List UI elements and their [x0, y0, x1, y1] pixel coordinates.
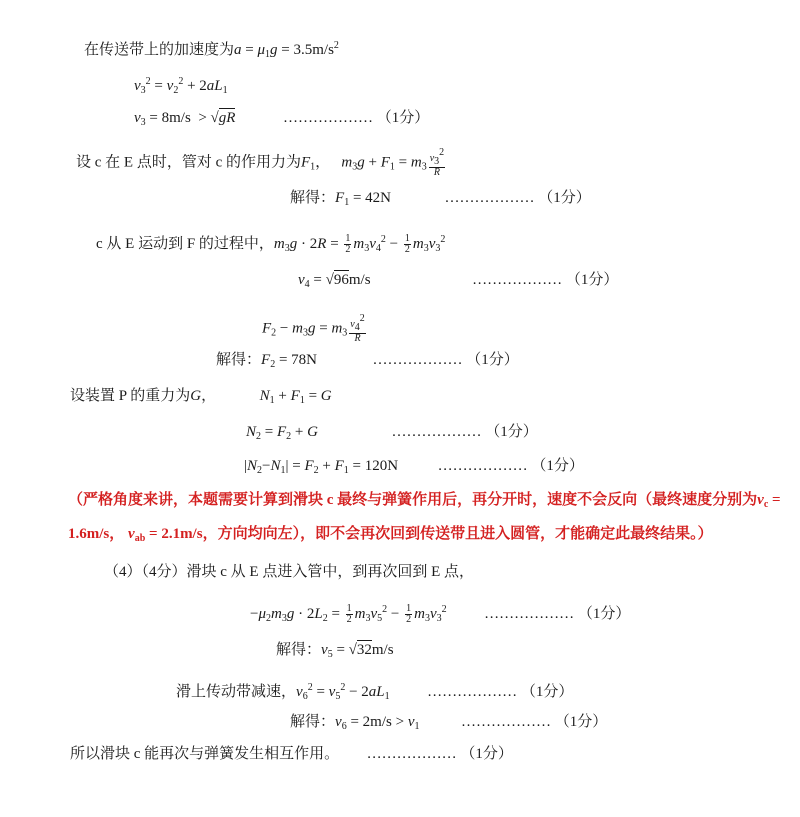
score: （1分） [466, 352, 519, 368]
dots: ……………… [472, 272, 563, 288]
note-line-1: （严格角度来讲，本题需要计算到滑块 c 最终与弹簧作用后，再分开时，速度不会反向（最终速度分别为$v_c$ = [68, 492, 781, 510]
line-gravity-P: 设装置 P 的重力为G， $N_1 + F_1 = G$ [70, 388, 332, 406]
value: 78N [291, 352, 317, 368]
note-line-2: 1.6m/s， $v_{ab} = 2.1m/s$，方向均向左），即不会再次回到传送带且进入圆管，才能确定此最终结果。） [68, 526, 713, 544]
dots: ……………… [427, 684, 518, 700]
score: （1分） [531, 458, 584, 474]
text: （4）（4分）滑块 c 从 E 点进入管中，到再次回到 E 点， [104, 564, 474, 580]
eq-v3-squared: $v_3^2 = v_2^2 + 2aL_1$ [134, 76, 228, 96]
text: 滑上传动带减速， [176, 684, 297, 700]
label: 解得： [276, 642, 322, 658]
score: （1分） [565, 272, 619, 288]
eq-v4: $v_4 = √96m/s$ ……………… （1分） [298, 272, 619, 290]
dots: ……………… [282, 110, 373, 126]
dots: ……………… [460, 714, 551, 730]
label: 解得： [290, 714, 336, 730]
label: 解得： [290, 190, 336, 206]
text: c 从 E 运动到 F 的过程中， [96, 236, 274, 252]
score: （1分） [376, 110, 430, 126]
line-F2-result: 解得：$F_2 = 78N$ ……………… （1分） [216, 352, 519, 370]
score: （1分） [538, 190, 591, 206]
value: 42N [365, 190, 391, 206]
value: 8m/s [161, 110, 191, 126]
text: 设 c 在 E 点时，管对 c 的作用力为 [76, 154, 301, 171]
value: 2m/s [362, 714, 392, 730]
eq-N-difference: $|N_2-N_1| = F_2 + F_1 = 120N$ ……………… （1分） [244, 458, 584, 476]
value: 96 [333, 272, 349, 288]
line-v6-result: 解得：$v_6 = 2m/s > v_1$ ……………… （1分） [290, 714, 608, 732]
value: 120N [364, 458, 399, 474]
line-F1-result: 解得：$F_1 = 42N$ ……………… （1分） [290, 190, 591, 208]
line-part4 [104, 562, 474, 582]
score: （1分） [520, 684, 574, 700]
line-conclusion [70, 744, 513, 764]
eq-v3-value: $v_3 = 8m/s > √gR$ ……………… （1分） [134, 110, 430, 128]
dots: ……………… [391, 424, 482, 440]
line-v5-result: 解得：$v_5 = √32m/s$ [276, 642, 394, 660]
value: 3.5m/s [293, 42, 334, 58]
dots: ……………… [372, 352, 463, 368]
line-belt-decel: 滑上传动带减速，$v_6^2 = v_5^2 - 2aL_1$ ……………… （1分） [176, 682, 574, 702]
unit: m/s [371, 642, 394, 658]
score: （1分） [485, 424, 538, 440]
label: 解得： [216, 352, 262, 368]
dots: ……………… [484, 606, 575, 622]
dots: ……………… [366, 746, 457, 762]
score: （1分） [460, 746, 513, 762]
score: （1分） [577, 606, 631, 622]
text: 设装置 P 的重力为 [70, 388, 191, 404]
dots: ……………… [437, 458, 528, 474]
eq-N2: $N_2 = F_2 + G$ ……………… （1分） [246, 424, 538, 442]
text: 在传送带上的加速度为 [84, 42, 235, 58]
unit: m/s [348, 272, 371, 288]
value: 32 [356, 642, 372, 658]
line-force-E: 设 c 在 E 点时，管对 c 的作用力为$F_1$， $m_3g + F_1 = m_3$ $\frac{v_3^2}{R}$ [76, 147, 445, 178]
score: （1分） [554, 714, 608, 730]
dots: ……………… [444, 190, 535, 206]
eq-friction-work: $-\mu_2m_3g \cdot 2L_2$ = $\frac{1}{2}$ $m_3v_5^2$ − $\frac{1}{2}$ $m_3v_3^2$ ……………… （1分） [250, 603, 631, 626]
line-acceleration: 在传送带上的加速度为$a = \mu_1g = 3.5m/s^2$ [84, 40, 339, 60]
line-E-to-F: c 从 E 运动到 F 的过程中，$m_3g \cdot 2R$ = $\frac{1}{2}$ $m_3v_4^2$ − $\frac{1}{2}$ $m_3v_3^2$ [96, 233, 446, 256]
text: 所以滑块 c 能再次与弹簧发生相互作用。 [70, 746, 340, 762]
eq-F2: $F_2 - m_3g = m_3$ $\frac{v_4^2}{R}$ [262, 313, 365, 344]
